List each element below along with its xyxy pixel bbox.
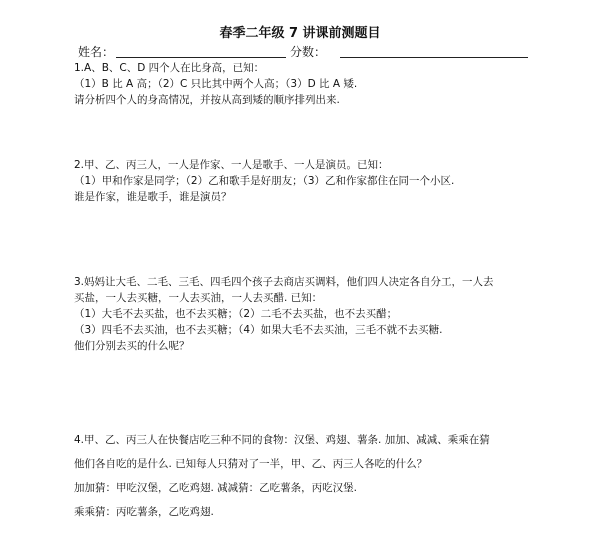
question-1 [74, 60, 554, 108]
name-label: 姓名： [78, 45, 115, 59]
question-2 [74, 157, 554, 205]
question-line: （1）B 比 A 高；（2）C 只比其中两个人高；（3）D 比 A 矮. [74, 78, 358, 90]
question-line: 1.A、B、C、D 四个人在比身高，已知： [74, 62, 265, 74]
question-line: 2.甲、乙、丙三人，一人是作家、一人是歌手、一人是演员。已知： [74, 159, 389, 171]
question-line: （3）四毛不去买油，也不去买糖；（4）如果大毛不去买油，三毛不就不去买糖. [74, 324, 443, 336]
question-line: 请分析四个人的身高情况，并按从高到矮的顺序排列出来. [74, 94, 340, 106]
question-line: （1）大毛不去买盐，也不去买糖；（2）二毛不去买盐，也不去买醋； [74, 308, 398, 320]
page-title: 春季二年级 7 讲课前测题目 [219, 26, 381, 41]
question-4 [74, 432, 554, 528]
question-3 [74, 274, 554, 354]
question-line: 3.妈妈让大毛、二毛、三毛、四毛四个孩子去商店买调料，他们四人决定各自分工，一人去 [74, 276, 494, 288]
score-blank-line [340, 57, 528, 58]
question-line: 4.甲、乙、丙三人在快餐店吃三种不同的食物：汉堡、鸡翅、薯条. 加加、减减、乘乘在猜 [74, 434, 490, 446]
score-label: 分数： [290, 45, 327, 59]
question-line: 加加猜：甲吃汉堡，乙吃鸡翅. 减减猜：乙吃薯条，丙吃汉堡. [74, 482, 358, 494]
question-line: 他们各自吃的是什么. 已知每人只猜对了一半，甲、乙、丙三人各吃的什么？ [74, 458, 428, 470]
name-blank-line [116, 57, 286, 58]
question-line: 他们分别去买的什么呢？ [74, 340, 190, 352]
question-line: 乘乘猜：丙吃薯条，乙吃鸡翅. [74, 506, 214, 518]
question-line: 买盐，一人去买糖，一人去买油，一人去买醋. 已知： [74, 292, 323, 304]
question-line: 谁是作家，谁是歌手，谁是演员？ [74, 191, 232, 203]
question-line: （1）甲和作家是同学；（2）乙和歌手是好朋友；（3）乙和作家都住在同一个小区. [74, 175, 455, 187]
